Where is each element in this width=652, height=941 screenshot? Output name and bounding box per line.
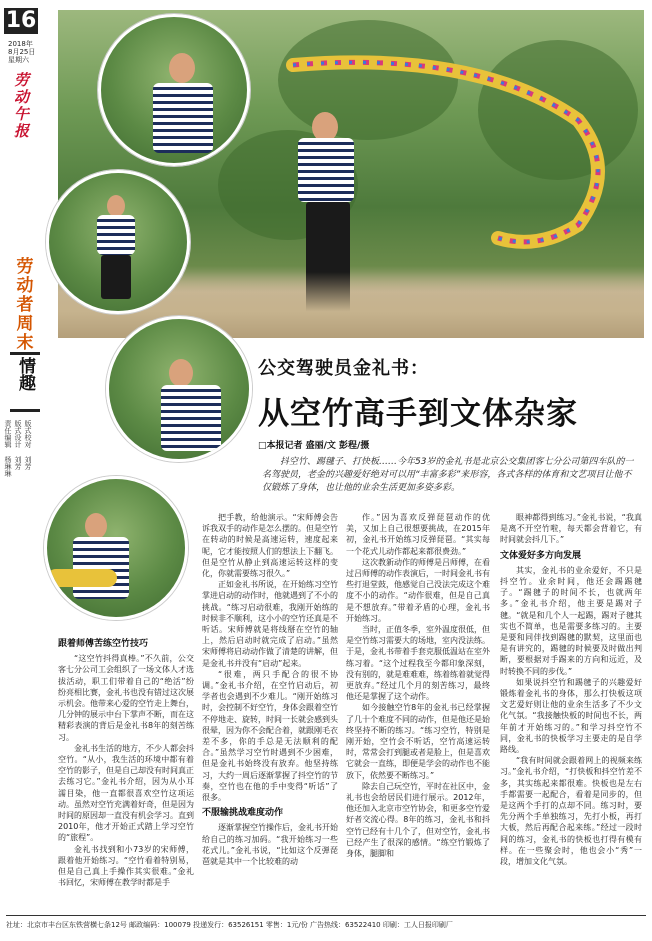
col4-paragraph: 眼神都得到练习。”金礼书说，“我真是离不开空竹啦，每天都会背着它，有时间就会抖几下。” [500,513,642,545]
issue-year: 2018年 [8,40,33,48]
circle-photo-1 [98,14,250,166]
issue-date: 8月25日 [8,48,36,56]
col4-paragraph: 其实，金礼书的业余爱好，不只是抖空竹。业余时间，他还会踢踢毽子。“踢毽子的时间不长，也就两年多。”金礼书介绍，他主要是踢对子毽。“就是和几个人一起踢，踢对子毽其实也不简单，也是需要多练习的。主要是要和同伴找到踢毽的默契，这里面也是有讲究的，踢毽的时候要及时做出判断，要根据对手踢来的方向和远近，及时转换不同的步伐。” [500,565,642,676]
col3-paragraph: 当时，正值冬季，室外温度很低，但是空竹练习需要大的场地，室内没法练。于是，金礼书带着手套克服低温站在室外练习着。“这个过程我至今都印象深刻，没有别的，就是难难难，练着练着就觉得更放弃。”经过几个月的刻苦练习，最终他还是掌握了这个动作。 [346,625,490,702]
col1-paragraph: 金礼书生活的地方，不少人都会抖空竹。“从小，我生活的环境中都有着空竹的影子，但是自己却没有时间真正去练习它。”金礼书介绍，因为从小耳濡目染，他一直都很喜欢空竹这项运动。虽然对空竹充满着好奇，但是因为时间的原因却一直没有机会学习。直到2010年，他才开始正式踏上学习空竹的“旅程”。 [58,743,194,843]
issue-weekday: 星期六 [8,56,29,64]
circle-photo-2 [46,170,190,314]
col2-paragraph: 逐渐掌握空竹操作后，金礼书开始给自己的练习加码。“我开始练习一些花式儿。”金礼书说，“比如这个反弹琵琶就是其中一个比较难的动 [202,823,338,867]
col1-paragraph: “这空竹抖得真棒。”不久前，公交客七分公司工会组织了一场文体人才选拔活动，职工们带着自己的“绝活”纷纷亮相比赛，金礼书也没有错过这次展示机会。他带来心爱的空竹走上舞台，几分钟的展示中台下掌声不断，而在这精彩表演的背后是金礼书8年的刻苦练习。 [58,654,194,742]
article-subheadline: 公交驾驶员金礼书： [258,358,429,379]
col4-paragraph: 如果说抖空竹和踢毽子的兴趣爱好锻炼着金礼书的身体，那么打快板这项文艺爱好则让他的业余生活多了不少文化气氛。“我接触快板的时间也不长，两年前才开始练习的。”和学习抖空竹不同，金礼书的快板学习主要走的是自学路线。 [500,677,642,755]
col2-paragraph: 把手教，给他演示。“宋师傅会告诉我双手的动作是怎么摆的。但是空竹在转动的时候是高速运转，速度起来呢，它才能按照人们的想法上下翻飞。但是空竹从静止到高速运转这样的变化，你就需要练习很久。” [202,513,338,579]
section-subtitle-text: 情趣 [15,357,35,391]
col3-paragraph: 如今接触空竹8年的金礼书已经掌握了几十个难度不同的动作，但是他还是始终坚持不断的练习。“练习空竹，特别是刚开始，空竹会不听话，空竹高速运转时，常常会打到腿或者是脸上，但是喜欢它就会一直练，即便是学会的动作也不能放下，依然要不断练习。” [346,703,490,780]
credit-design-name: 刘芳 [14,456,22,470]
col3-paragraph: 作。”因为喜欢反弹琵琶动作的优美，又加上自己很想要挑战，在2015年初，金礼书开始练习反弹琵琶。“其实每一个花式儿动作都起来都很费劲。” [346,513,490,556]
col4-heading: 文体爱好多方向发展 [500,550,582,561]
col3-paragraph: 这次教新动作的师傅是吕师傅，在看过吕师傅的动作表演后，一时间金礼书有些打退堂鼓，他感觉自己没法完成这个难度不小的动作。“动作很难，但是自己真是不想放弃。”带着矛盾的心理，金礼书开始练习。 [346,557,490,623]
col3-paragraph: 除去自己玩空竹，平时在社区中，金礼书也会给居民们进行展示。2012年，他还加入北京市空竹协会，和更多空竹爱好者交流心得。8年的练习，金礼书和抖空竹已经有十几个了，但对空竹，金礼书已经产生了很深的感情。“练空竹锻炼了身体，腿脚和 [346,781,490,859]
credit-proof-label: 版式校对 [24,420,32,448]
article-byline: □本报记者 盛丽/文 彭程/摄 [258,441,370,451]
section-name: 劳动者周末 [16,257,34,353]
newspaper-masthead: 劳动午报 [14,71,30,140]
article-column-3 [346,512,490,859]
section-subtitle [10,352,40,412]
credit-editor-label: 责任编辑 [4,420,12,448]
credit-editor-name: 杨琳琳 [4,456,12,477]
page-number: 16 [5,8,37,33]
col2-paragraph: “很难，两只手配合的很不协调。”金礼书介绍，在空竹启动后，初学者也会遇到不少难儿。“刚开始练习时，会控制不好空竹，身体会跟着空竹不停地走、旋转，时间一长就会感到头很晕，因为你不会配合着，就跟刚毛衣差不多，你的手总是无法顺利的配合。”虽然学习空竹时遇到不少困难，但是金礼书始终没有放弃。他坚持练习，大约一周后逐渐掌握了抖空竹的节奏，空竹也在他的手中变得“听话”了很多。 [202,669,338,803]
credit-proof-name: 刘芳 [24,456,32,470]
circle-photo-4 [44,476,188,620]
page-footer: 社址：北京市丰台区东铁营横七条12号 邮政编码：100079 投递发行：63526151 零售：1元/份 广告热线：63522410 印刷：工人日报印刷厂 [6,915,646,930]
credit-design-label: 版式设计 [14,420,22,448]
article-column-2 [202,512,338,867]
article-column-4 [500,512,642,867]
article-column-1 [58,634,194,888]
col4-paragraph: “我有时间就会跟着网上的视频来练习。”金礼书介绍，“打快板和抖空竹差不多，其实练起来都很难。快板也是左右手都需要一起配合，看着是同步的，但是这两个手打的点却不同。练习时，要先分两个手单独练习，先打小板，再打大板，然后再配合起来练。”经过一段时间的练习，金礼书的快板也打得有模有样。在一些聚会时，他也会小“秀”一段，增加文化气氛。 [500,756,642,867]
article-lead: 抖空竹、踢毽子、打快板……今年53岁的金礼书是北京公交集团客七分公司第四车队的一名驾驶员，老金的兴趣爱好绝对可以用“丰富多彩”来形容，各式各样的体育和文艺项目让他不仅锻炼了身体，也让他的业余生活更加多姿多彩。 [262,457,634,493]
col1-paragraph: 金礼书找到和小73岁的宋师傅，跟着他开始练习。“空竹看着特别易，但是自己真上手操作其实很难。”金礼书回忆，宋师傅在教学时都是手 [58,844,194,888]
col1-heading: 跟着师傅苦练空竹技巧 [58,639,149,649]
circle-photo-3 [106,316,252,462]
col2-heading: 不服输挑战难度动作 [202,808,284,819]
article-headline: 从空竹高手到文体杂家 [258,396,578,432]
col2-paragraph: 正如金礼书所说，在开始练习空竹掌进启动的动作时，他就遇到了不小的挑战。“练习启动很难，我刚开始练的时候非不顺利，这小小的空竹还真是不听话。宋师傅就是将线掰在空竹的轴上，然后启动时就完成了启动。”虽然宋师傅将启动动作做了清楚的讲解，但是金礼书并没有“启动”起来。 [202,580,338,668]
